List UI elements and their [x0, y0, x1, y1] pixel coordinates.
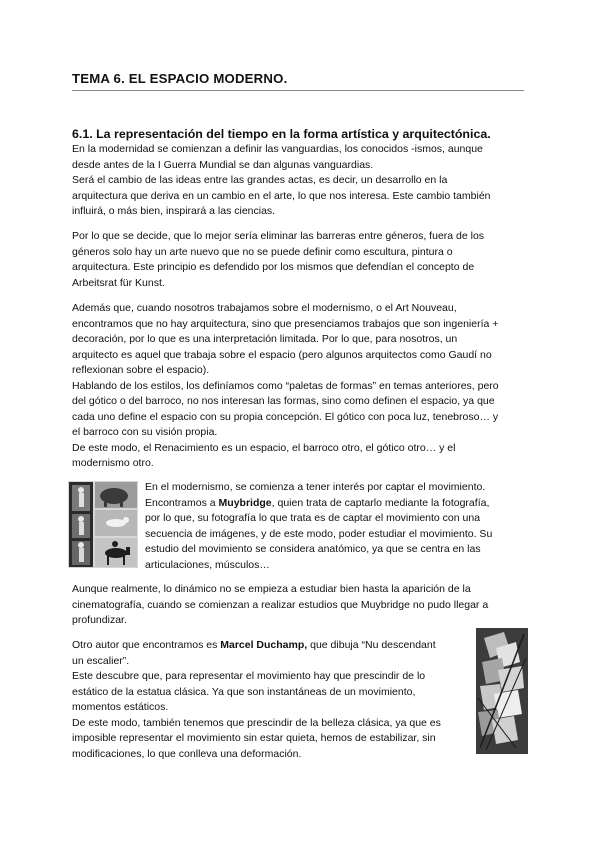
- text-line: momentos estáticos.: [72, 701, 169, 713]
- text-line: imposible representar el movimiento sin estar quieta, hemos de estabilizar, sin: [72, 732, 436, 744]
- page-title: TEMA 6. EL ESPACIO MODERNO.: [72, 71, 524, 91]
- text-line: Arbeitsrat für Kunst.: [72, 276, 165, 289]
- text-segment: Otro autor que encontramos es: [72, 639, 221, 651]
- duchamp-painting-image: [476, 628, 528, 754]
- text-line: modernismo otro.: [72, 457, 154, 469]
- text-line: secuencia de imágenes, y de este modo, poder estudiar el movimiento. Su: [145, 527, 493, 540]
- text-line: estudio del movimiento se considera anatómico, ya que se centra en las: [145, 543, 481, 555]
- text-line: profundizar.: [72, 614, 127, 626]
- text-line: cada uno define el espacio con su propia concepción. El gótico con poca luz, tenebroso… y: [72, 410, 499, 423]
- text-segment: que dibuja “Nu descendant: [307, 639, 436, 651]
- paragraph-muybridge: [145, 480, 525, 573]
- text-line: arquitectura. Este principio es defendido por los mismos que defendían el concepto de: [72, 261, 475, 273]
- text-line: del gótico o del barroco, no nos interesan las formas, sino como definen el espacio, ya que: [72, 395, 495, 407]
- text-line: articulaciones, músculos…: [145, 558, 270, 571]
- text-line: De este modo, también tenemos que prescindir de la belleza clásica, ya que es: [72, 716, 441, 729]
- text-line: arquitecto es aquel que trabaja sobre el espacio (pero algunos arquitectos como Gaudí no: [72, 348, 492, 361]
- text-line: En el modernismo, se comienza a tener interés por captar el movimiento.: [145, 481, 486, 493]
- muybridge-photo-image: [68, 481, 138, 568]
- text-line: encontramos que no hay arquitectura, sino que presenciamos trabajos que son ingeniería +: [72, 317, 499, 330]
- text-line: Además que, cuando nosotros trabajamos sobre el modernismo, o el Art Nouveau,: [72, 302, 457, 314]
- duchamp-name: Marcel Duchamp,: [220, 639, 308, 651]
- text-line: En la modernidad se comienzan a definir las vanguardias, los conocidos -ismos, aunque: [72, 143, 483, 155]
- text-line: [145, 496, 525, 512]
- text-line: Hablando de los estilos, los definíamos como “paletas de formas” en temas anteriores, pero: [72, 379, 499, 392]
- text-line: reflexionan sobre el espacio).: [72, 364, 210, 376]
- text-line: Por lo que se decide, que lo mejor sería eliminar las barreras entre géneros, fuera de los: [72, 230, 485, 242]
- text-line: un escalier”.: [72, 654, 130, 667]
- text-line: [72, 638, 467, 654]
- text-line: De este modo, el Renacimiento es un espacio, el barroco otro, el gótico otro… y el: [72, 441, 456, 454]
- text-line: modificaciones, lo que conlleva una deformación.: [72, 747, 302, 760]
- paragraph-intro: [72, 142, 524, 220]
- section-heading: 6.1. La representación del tiempo en la forma artística y arquitectónica.: [72, 127, 491, 141]
- text-line: influirá, o más bien, inspirará a las ciencias.: [72, 205, 276, 217]
- text-segment: , quien trata de captarlo mediante la fotografía,: [271, 496, 490, 509]
- text-line: géneros solo hay un arte nuevo que no se puede definir como escultura, pintura o: [72, 245, 453, 258]
- text-line: desde antes de la I Guerra Mundial se dan algunas vanguardias.: [72, 158, 374, 171]
- text-line: arquitectura que deriva en un cambio en el arte, lo que nos interesa. Este cambio también: [72, 189, 491, 202]
- paragraph-genres: [72, 229, 524, 291]
- text-line: el barroco con su visión propia.: [72, 426, 218, 438]
- text-segment: Encontramos a: [145, 496, 219, 509]
- text-line: cinematografía, cuando se comienzan a realizar estudios que Muybridge no pudo llegar a: [72, 598, 489, 611]
- text-line: Aunque realmente, lo dinámico no se empieza a estudiar bien hasta la aparición de la: [72, 583, 471, 595]
- paragraph-cinematography: [72, 582, 524, 629]
- paragraph-modernism: [72, 301, 524, 472]
- text-line: por lo que, su fotografía lo que trata es de captar el movimiento con una: [145, 512, 481, 524]
- muybridge-name: Muybridge: [218, 496, 272, 509]
- text-line: Será el cambio de las ideas entre las grandes actas, es decir, un desarrollo en la: [72, 174, 448, 186]
- text-line: Este descubre que, para representar el movimiento hay que prescindir de lo: [72, 670, 426, 682]
- text-line: estático de la estatua clásica. Ya que son instantáneas de un movimiento,: [72, 685, 416, 698]
- paragraph-duchamp: [72, 638, 467, 762]
- text-line: decoración, por lo que es una interpretación limitada. Por lo que, para nosotros, un: [72, 333, 458, 345]
